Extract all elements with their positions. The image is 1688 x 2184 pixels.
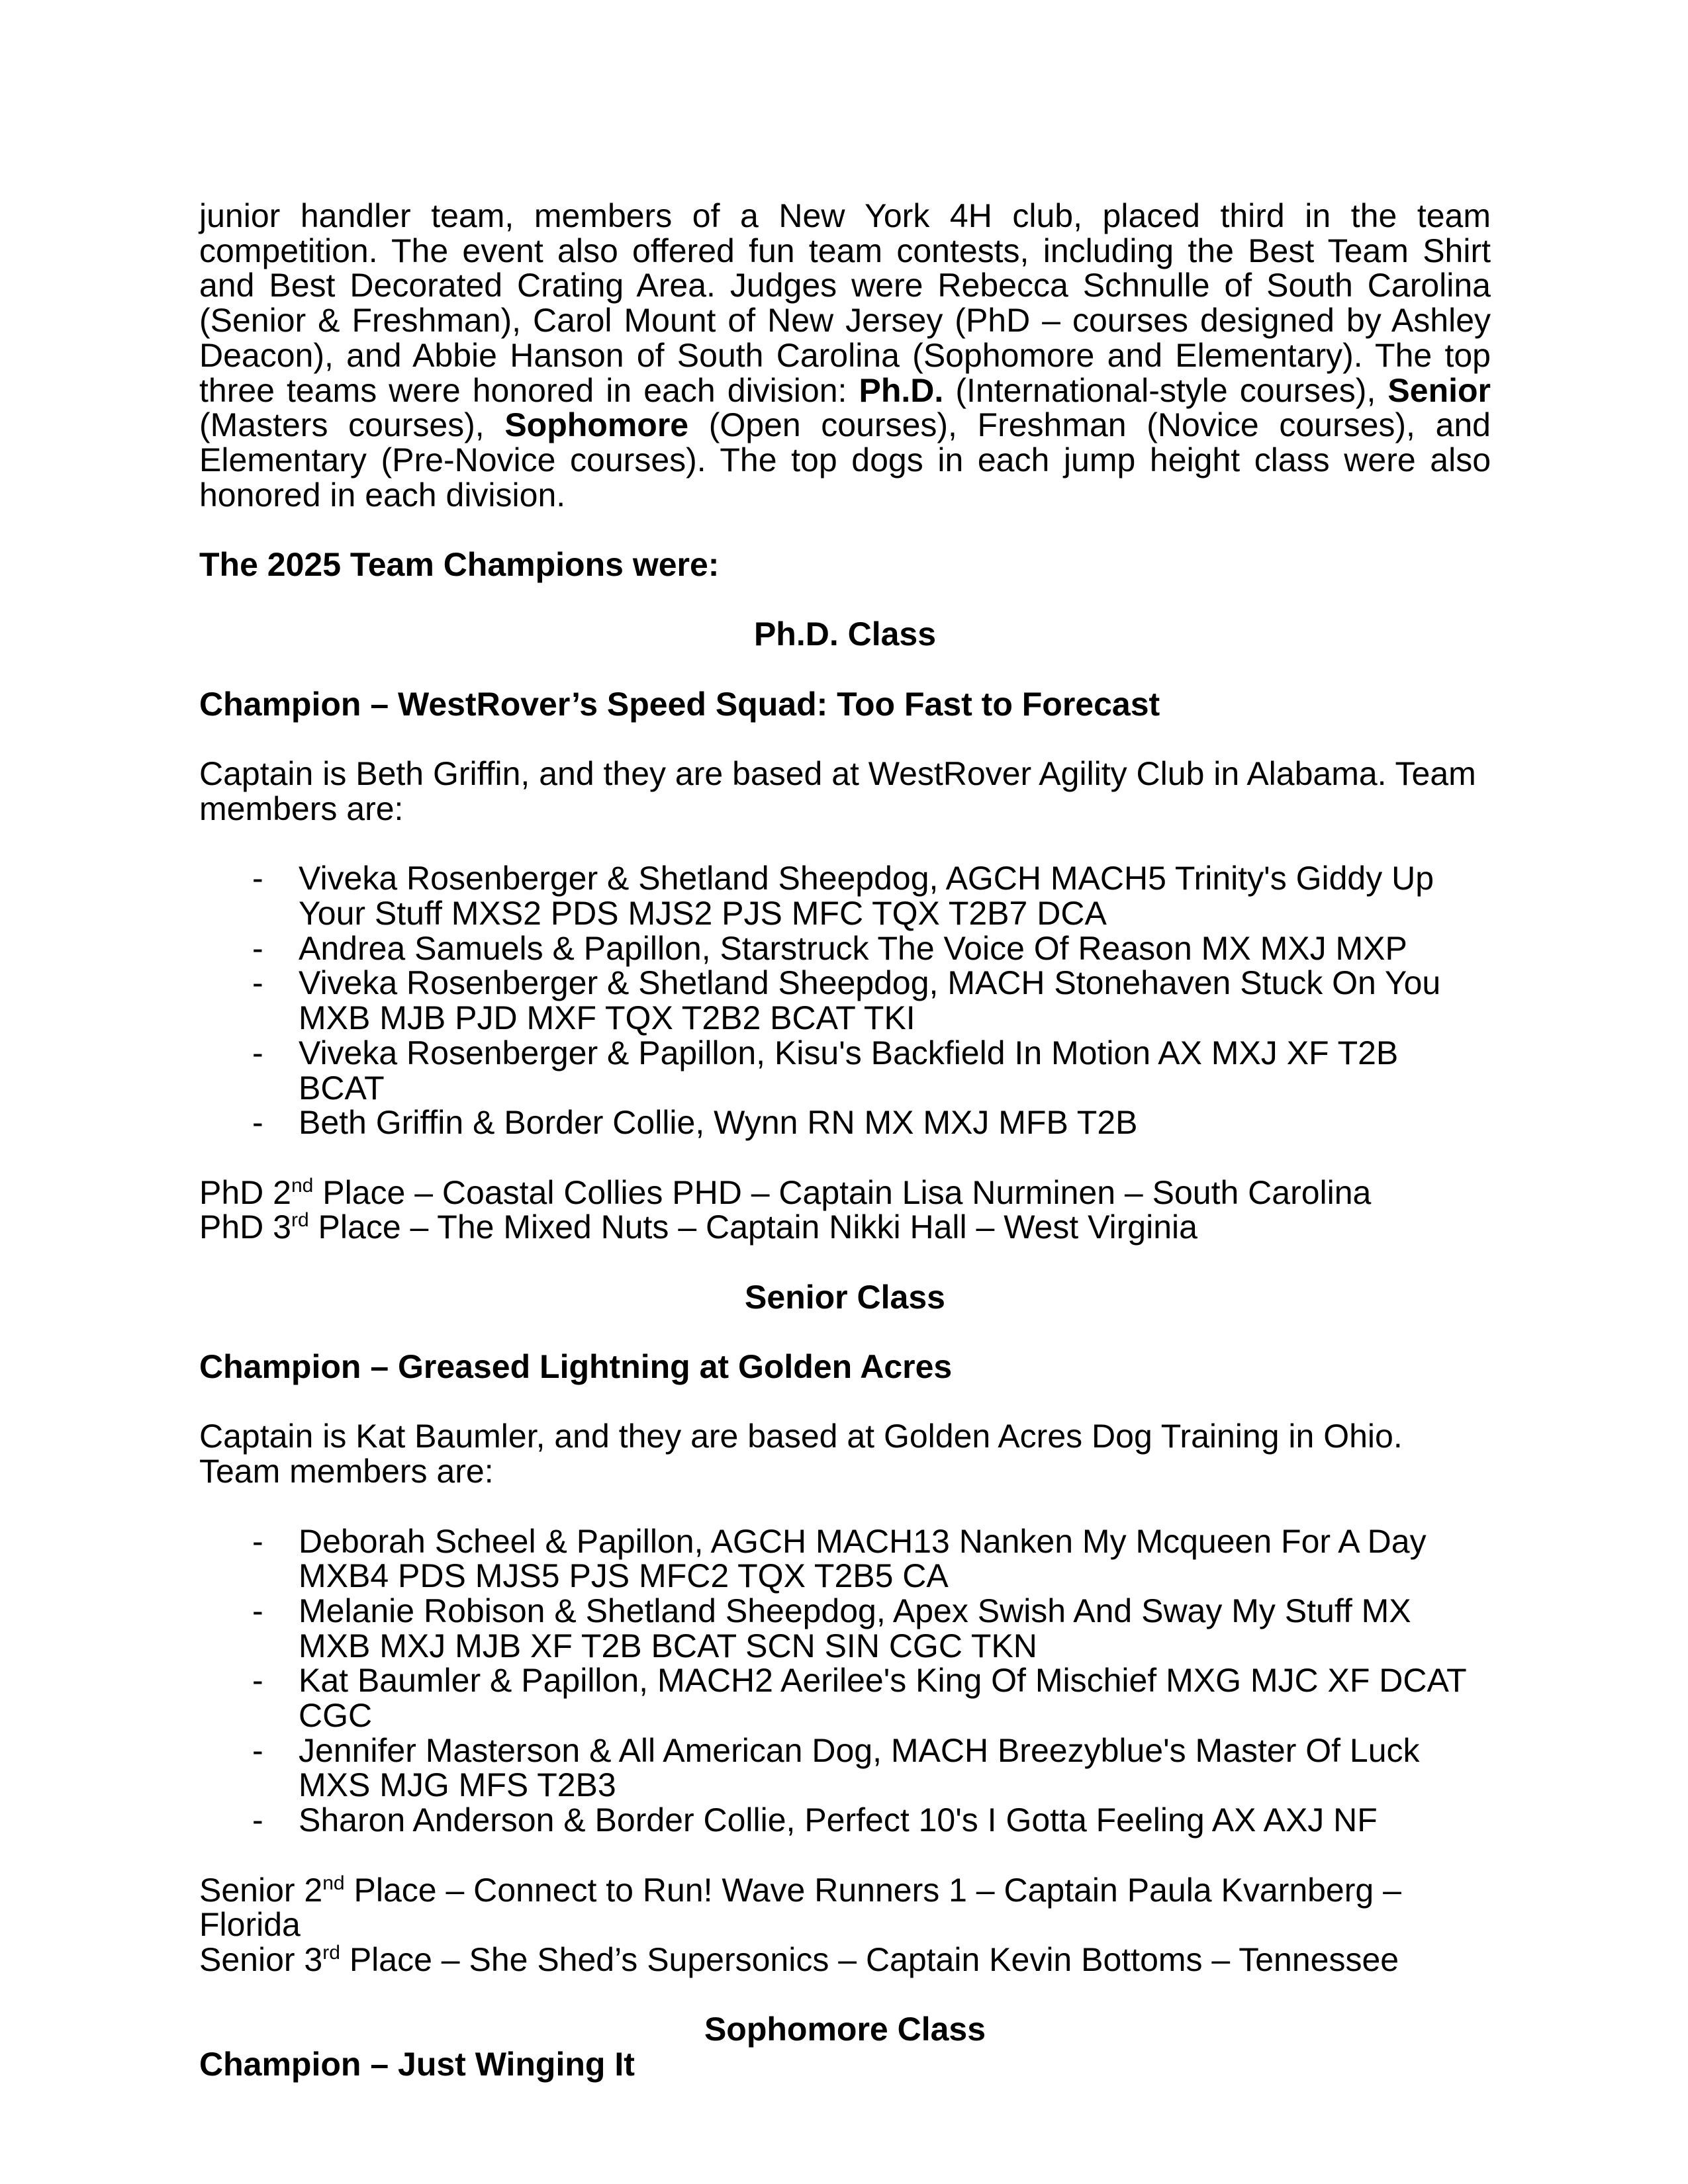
member-text: Viveka Rosenberger & Shetland Sheepdog, MACH Stonehaven Stuck On You MXB MJB PJD MXF TQX T2B2 BCAT TKI xyxy=(299,964,1441,1037)
member-text: Deborah Scheel & Papillon, AGCH MACH13 Nanken My Mcqueen For A Day MXB4 PDS MJS5 PJS MFC2 TQX T2B5 CA xyxy=(299,1522,1427,1595)
senior-champion: Champion – Greased Lightning at Golden Acres xyxy=(199,1348,953,1386)
place-prefix: PhD 2 xyxy=(199,1173,291,1211)
intro-text: (International-style courses), xyxy=(943,371,1388,409)
senior-second-place xyxy=(199,1873,1491,1942)
phd-captain: Captain is Beth Griffin, and they are based at WestRover Agility Club in Alabama. Team members are: xyxy=(199,755,1476,827)
dash-bullet: - xyxy=(252,1034,263,1071)
senior-third-place xyxy=(199,1942,1491,1978)
list-item xyxy=(199,1733,1491,1803)
ordinal-suffix: rd xyxy=(322,1941,340,1964)
dash-bullet: - xyxy=(252,929,263,967)
list-item xyxy=(199,966,1491,1035)
place-prefix: Senior 3 xyxy=(199,1940,323,1978)
intro-text: (Masters courses), xyxy=(199,406,505,444)
list-item xyxy=(199,1594,1491,1663)
intro-bold-phd: Ph.D. xyxy=(859,371,944,409)
phd-third-place xyxy=(199,1210,1491,1245)
place-text: Place – She Shed’s Supersonics – Captain Kevin Bottoms – Tennessee xyxy=(340,1940,1399,1978)
intro-text: junior handler team, members of a New York 4H club, placed third in the team competition. The event also offered fun team contests, including the Best Team Shirt and Best Decorated Crating Area. Judges were Rebecca Schnulle of South Carolina (Senior & Freshman), Carol Mount of New Jersey (PhD – courses designed by Ashley Deacon), and Abbie Hanson of South Carolina (Sophomore and Elementary). The top three teams were honored in each division: xyxy=(199,197,1491,409)
list-item xyxy=(199,1036,1491,1105)
dash-bullet: - xyxy=(252,1662,263,1700)
list-item xyxy=(199,1663,1491,1733)
list-item xyxy=(199,861,1491,931)
member-text: Andrea Samuels & Papillon, Starstruck The Voice Of Reason MX MXJ MXP xyxy=(299,929,1407,967)
place-prefix: PhD 3 xyxy=(199,1208,291,1246)
senior-captain: Captain is Kat Baumler, and they are based at Golden Acres Dog Training in Ohio. Team members are: xyxy=(199,1418,1403,1490)
place-text: Place – Coastal Collies PHD – Captain Lisa Nurminen – South Carolina xyxy=(313,1173,1372,1211)
list-item xyxy=(199,1803,1491,1838)
place-text: Place – The Mixed Nuts – Captain Nikki Hall – West Virginia xyxy=(308,1208,1197,1246)
list-item xyxy=(199,931,1491,966)
member-text: Viveka Rosenberger & Papillon, Kisu's Backfield In Motion AX MXJ XF T2B BCAT xyxy=(299,1034,1399,1107)
dash-bullet: - xyxy=(252,1104,263,1142)
dash-bullet: - xyxy=(252,1731,263,1769)
intro-bold-senior: Senior xyxy=(1387,371,1491,409)
member-text: Beth Griffin & Border Collie, Wynn RN MX MXJ MFB T2B xyxy=(299,1104,1138,1142)
member-text: Melanie Robison & Shetland Sheepdog, Apex Swish And Sway My Stuff MX MXB MXJ MJB XF T2B BCAT SCN SIN CGC TKN xyxy=(299,1592,1411,1664)
place-text: Place – Connect to Run! Wave Runners 1 – Captain Paula Kvarnberg – Florida xyxy=(199,1871,1401,1944)
dash-bullet: - xyxy=(252,1592,263,1629)
member-text: Kat Baumler & Papillon, MACH2 Aerilee's King Of Mischief MXG MJC XF DCAT CGC xyxy=(299,1662,1466,1735)
dash-bullet: - xyxy=(252,1522,263,1560)
phd-class-title: Ph.D. Class xyxy=(753,615,937,653)
member-text: Viveka Rosenberger & Shetland Sheepdog, AGCH MACH5 Trinity's Giddy Up Your Stuff MXS2 PDS MJS2 PJS MFC TQX T2B7 DCA xyxy=(299,860,1434,932)
champions-heading: The 2025 Team Champions were: xyxy=(199,546,720,584)
ordinal-suffix: rd xyxy=(291,1209,309,1232)
dash-bullet: - xyxy=(252,1801,263,1839)
phd-champion: Champion – WestRover’s Speed Squad: Too Fast to Forecast xyxy=(199,685,1160,723)
place-prefix: Senior 2 xyxy=(199,1871,323,1909)
ordinal-suffix: nd xyxy=(291,1174,314,1197)
phd-member-list xyxy=(199,861,1491,1140)
sophomore-class-title: Sophomore Class xyxy=(704,2011,986,2048)
intro-paragraph xyxy=(199,199,1491,512)
document-page xyxy=(199,199,1491,2082)
dash-bullet: - xyxy=(252,964,263,1002)
intro-bold-sophomore: Sophomore xyxy=(504,406,689,444)
ordinal-suffix: nd xyxy=(322,1872,345,1894)
intro-text: (Open courses), Freshman (Novice courses), and Elementary (Pre-Novice courses). The top dogs in each jump height class were also honored in each division. xyxy=(199,406,1491,514)
phd-second-place xyxy=(199,1175,1491,1210)
member-text: Jennifer Masterson & All American Dog, MACH Breezyblue's Master Of Luck MXS MJG MFS T2B3 xyxy=(299,1731,1420,1804)
list-item xyxy=(199,1524,1491,1594)
list-item xyxy=(199,1105,1491,1140)
senior-class-title: Senior Class xyxy=(745,1278,945,1316)
sophomore-champion: Champion – Just Winging It xyxy=(199,2046,635,2083)
dash-bullet: - xyxy=(252,860,263,897)
senior-member-list xyxy=(199,1524,1491,1838)
member-text: Sharon Anderson & Border Collie, Perfect 10's I Gotta Feeling AX AXJ NF xyxy=(299,1801,1378,1839)
